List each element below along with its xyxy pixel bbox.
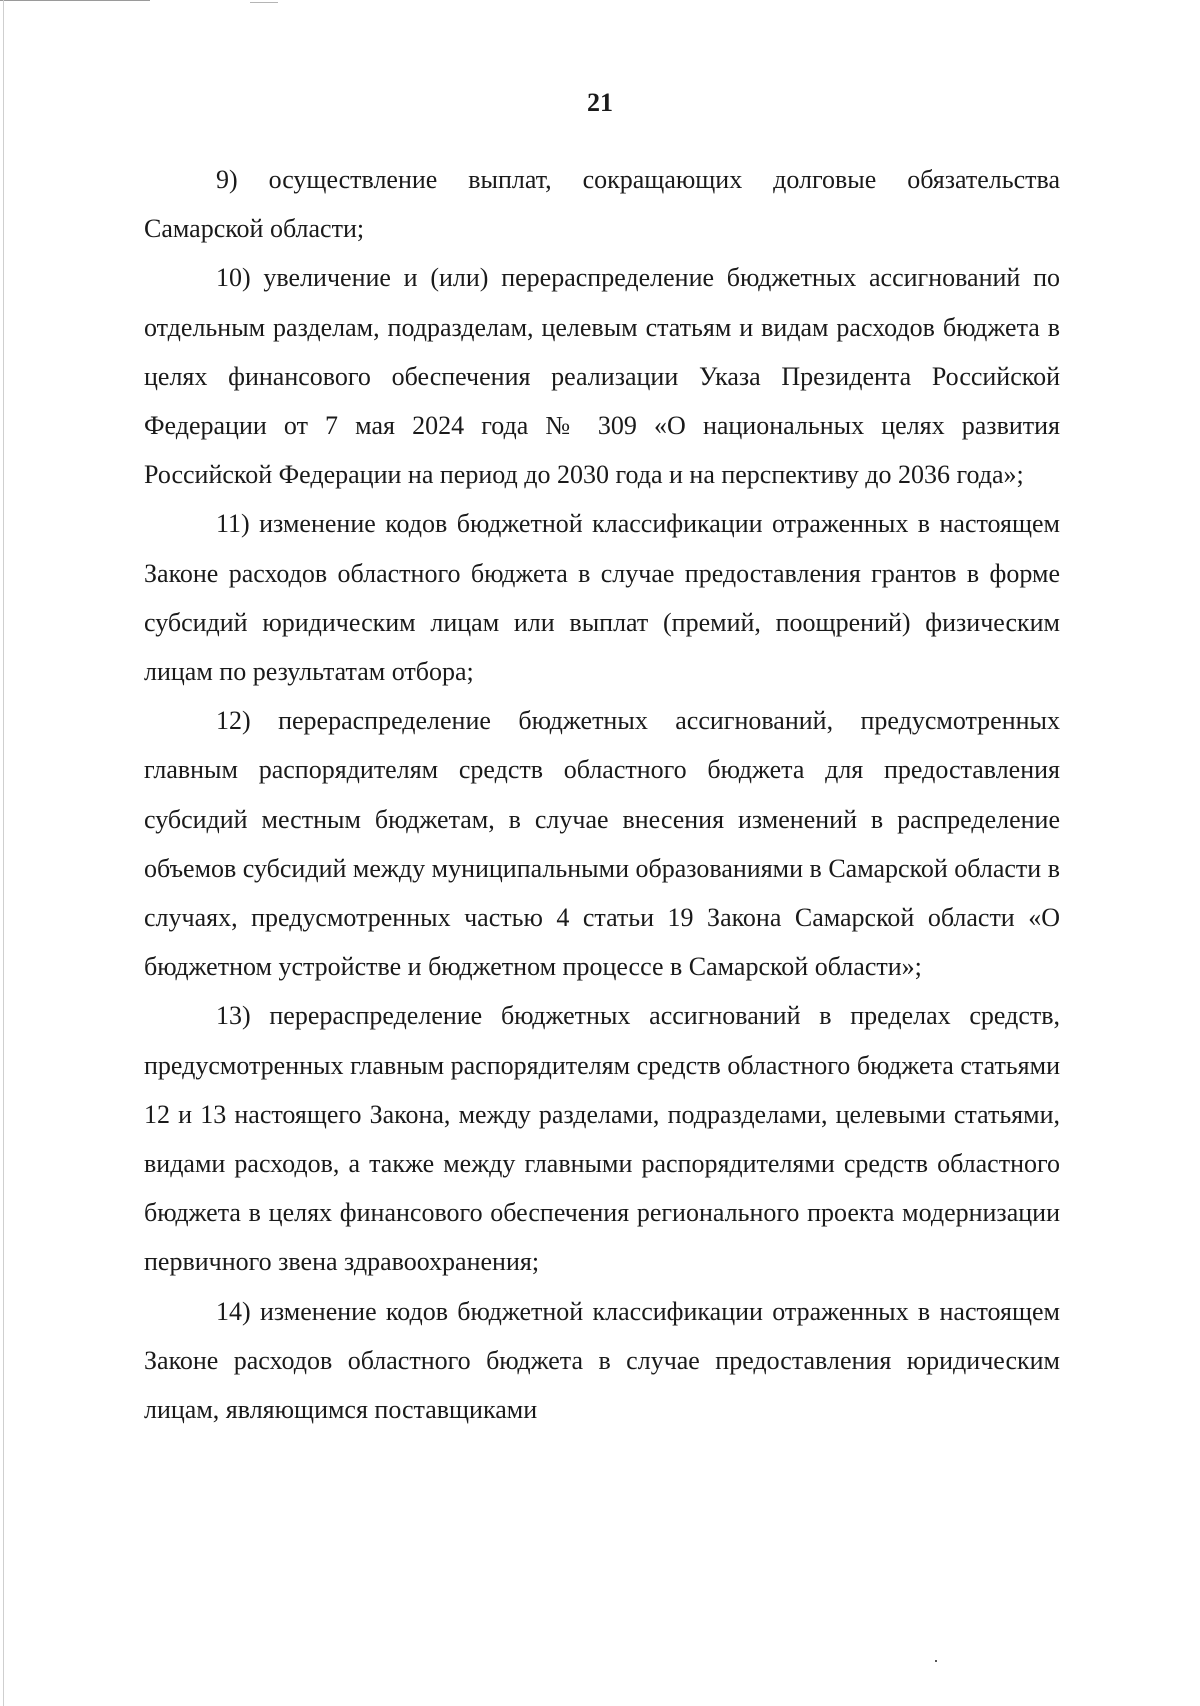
scan-artifact-top-mark [250, 2, 278, 3]
paragraph-item-13: 13) перераспределение бюджетных ассигнований в пределах средств, предусмотренных главным распорядителям средств областного бюджета статьями 12 и 13 настоящего Закона, между разделами, подразделами, целевыми статьями, видами расходов, а также между главными распорядителями средств областного бюджета в целях финансового обеспечения регионального проекта модернизации первичного звена здравоохранения; [144, 1001, 1060, 1277]
paragraph-item-9: 9) осуществление выплат, сокращающих долговые обязательства Самарской области; [144, 165, 1060, 244]
paragraph-item-11: 11) изменение кодов бюджетной классификации отраженных в настоящем Законе расходов областного бюджета в случае предоставления грантов в форме субсидий юридическим лицам или выплат (премий, поощрений) физическим лицам по результатам отбора; [144, 509, 1060, 687]
document-body [144, 155, 1060, 1434]
paragraph-item-14: 14) изменение кодов бюджетной классификации отраженных в настоящем Законе расходов областного бюджета в случае предоставления юридическим лицам, являющимся поставщиками [144, 1296, 1060, 1425]
scan-artifact-top-line [0, 0, 150, 1]
scan-artifact-left-edge [3, 0, 4, 1706]
page-number: 21 [587, 88, 613, 117]
scan-speck [935, 1660, 937, 1662]
paragraph-item-12: 12) перераспределение бюджетных ассигнований, предусмотренных главным распорядителям средств областного бюджета для предоставления субсидий местным бюджетам, в случае внесения изменений в распределение объемов субсидий между муниципальными образованиями в Самарской области в случаях, предусмотренных частью 4 статьи 19 Закона Самарской области «О бюджетном устройстве и бюджетном процессе в Самарской области»; [144, 706, 1060, 982]
paragraph-item-10: 10) увеличение и (или) перераспределение бюджетных ассигнований по отдельным разделам, подразделам, целевым статьям и видам расходов бюджета в целях финансового обеспечения реализации Указа Президента Российской Федерации от 7 мая 2024 года № 309 «О национальных целях развития Российской Федерации на период до 2030 года и на перспективу до 2036 года»; [144, 263, 1060, 490]
